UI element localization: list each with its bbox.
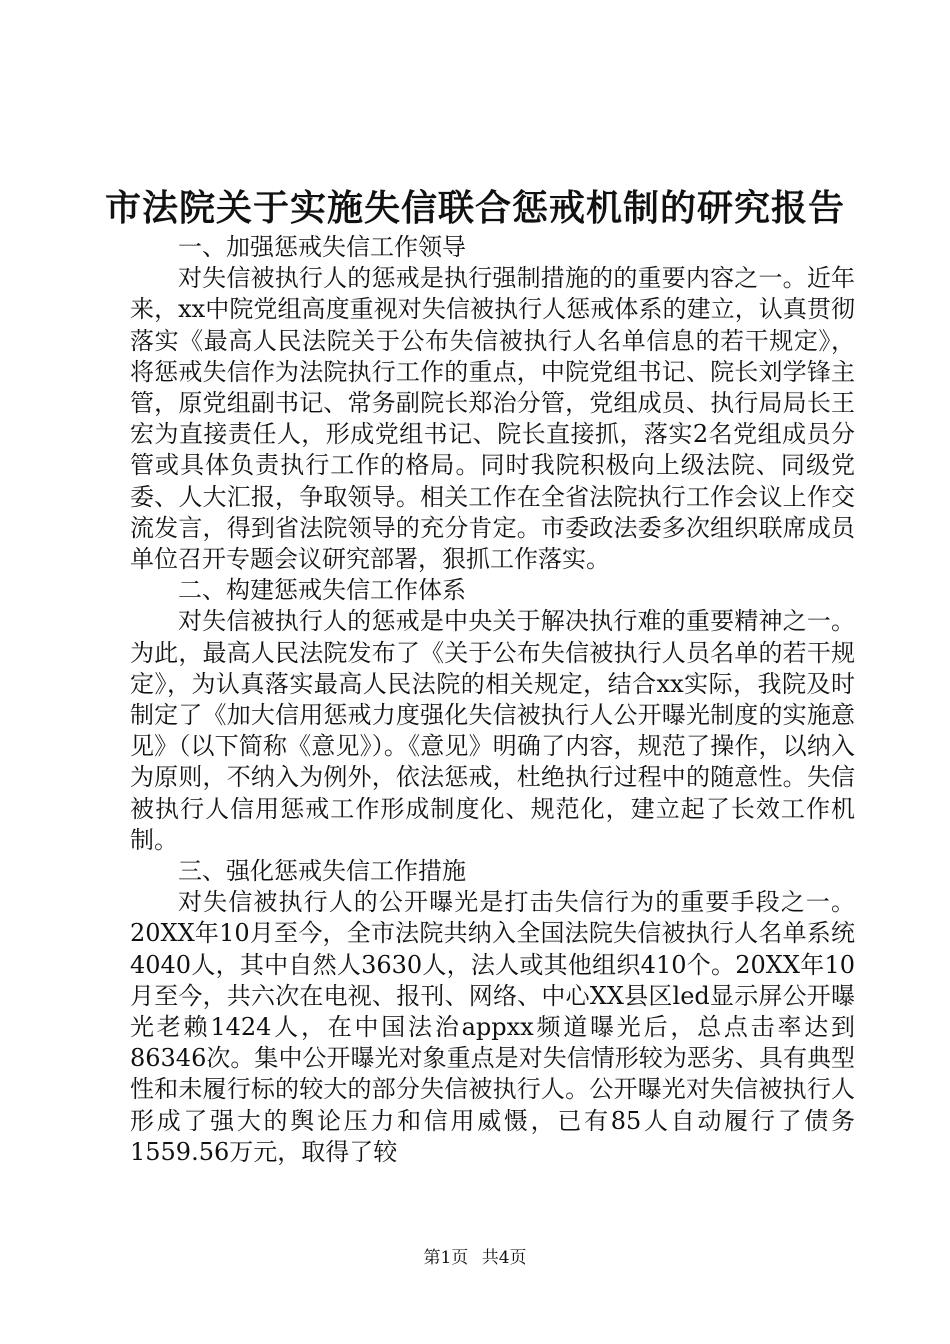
section-heading-2: 二、构建惩戒失信工作体系 xyxy=(178,576,466,605)
page-number-total: 共4页 xyxy=(481,1248,527,1268)
section-heading-3: 三、强化惩戒失信工作措施 xyxy=(178,857,466,886)
page-footer xyxy=(0,1246,950,1270)
section-paragraph-1: 对失信被执行人的惩戒是执行强制措施的的重要内容之一。近年来，xx中院党组高度重视对失信被执行人惩戒体系的建立，认真贯彻落实《最高人民法院关于公布失信被执行人名单信息的若干规定》，将惩戒失信作为法院执行工作的重点，中院党组书记、院长刘学锋主管，原党组副书记、常务副院长郑治分管，党组成员、执行局局长王宏为直接责任人，形成党组书记、院长直接抓，落实2名党组成员分管或具体负责执行工作的格局。同时我院积极向上级法院、同级党委、人大汇报，争取领导。相关工作在全省法院执行工作会议上作交流发言，得到省法院领导的充分肯定。市委政法委多次组织联席成员单位召开专题会议研究部署，狠抓工作落实。 xyxy=(130,264,855,574)
section-paragraph-3: 对失信被执行人的公开曝光是打击失信行为的重要手段之一。20XX年10月至今，全市法院共纳入全国法院失信被执行人名单系统4040人，其中自然人3630人，法人或其他组织410个。20XX年10月至今，共六次在电视、报刊、网络、中心XX县区led显示屏公开曝光老赖1424人，在中国法治appxx频道曝光后，总点击率达到86346次。集中公开曝光对象重点是对失信情形较为恶劣、具有典型性和未履行标的较大的部分失信被执行人。公开曝光对失信被执行人形成了强大的舆论压力和信用威慑，已有85人自动履行了债务1559.56万元，取得了较 xyxy=(130,888,855,1166)
section-paragraph-2: 对失信被执行人的惩戒是中央关于解决执行难的重要精神之一。为此，最高人民法院发布了《关于公布失信被执行人员名单的若干规定》，为认真落实最高人民法院的相关规定，结合xx实际，我院及时制定了《加大信用惩戒力度强化失信被执行人公开曝光制度的实施意见》（以下简称《意见》）。《意见》明确了内容，规范了操作，以纳入为原则，不纳入为例外，依法惩戒，杜绝执行过程中的随意性。失信被执行人信用惩戒工作形成制度化、规范化，建立起了长效工作机制。 xyxy=(130,607,855,854)
section-heading-1: 一、加强惩戒失信工作领导 xyxy=(178,233,466,261)
document-body xyxy=(130,232,855,1168)
page-number-current: 第1页 xyxy=(423,1248,469,1268)
document-title: 市法院关于实施失信联合惩戒机制的研究报告 xyxy=(104,187,845,229)
